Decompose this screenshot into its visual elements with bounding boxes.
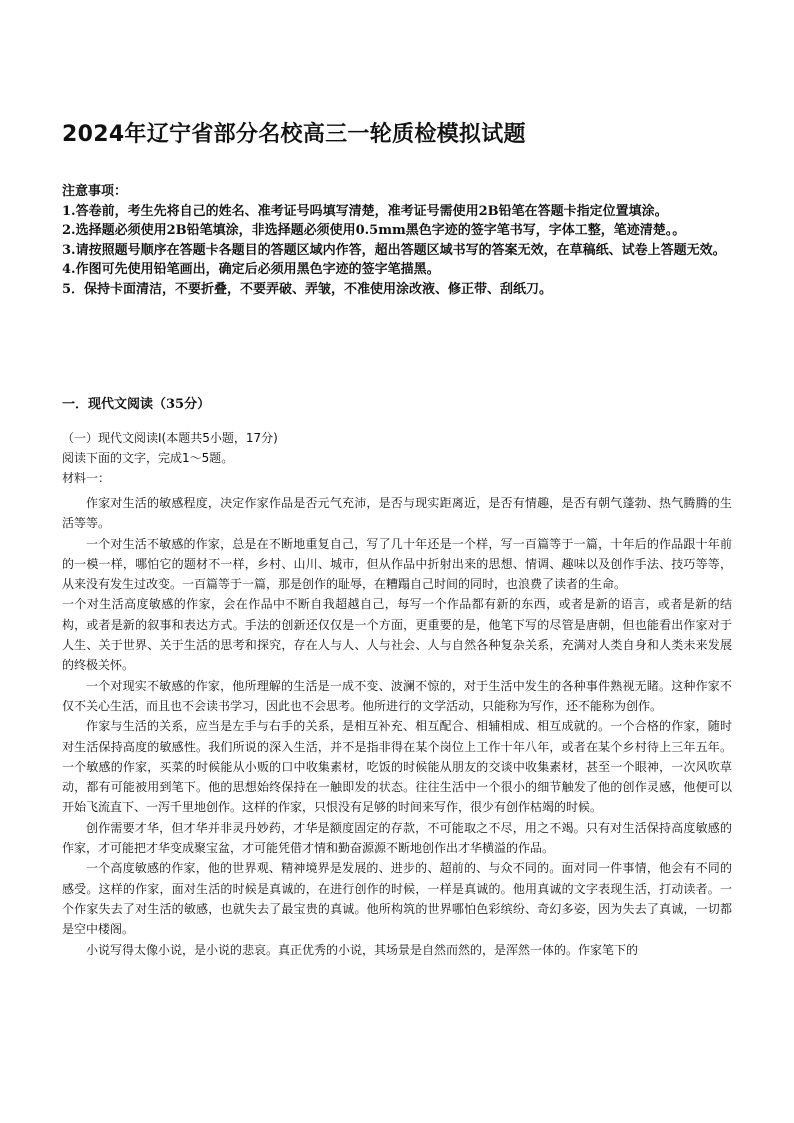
paragraph: 小说写得太像小说，是小说的悲哀。真正优秀的小说，其场景是自然而然的，是浑然一体的。作家笔下的: [86, 942, 639, 957]
paragraph: 一个对生活高度敏感的作家，会在作品中不断自我超越自己，每写一个作品都有新的东西，或者是新的语言，或者是新的结构，或者是新的叙事和表达方式。手法的创新还仅仅是一个方面，更重要的是，他笔下写的尽管是唐朝，但也能看出作家对于人生、关于世界、关于生活的思考和探究，存在人与人、人与社会、人与自然各种复杂关系，充满对人类自身和人类未来发展的终极关怀。: [62, 597, 732, 673]
paragraph: 一个对生活不敏感的作家，总是在不断地重复自己，写了几十年还是一个样，写一百篇等于一篇，十年后的作品跟十年前的一模一样，哪怕它的题材不一样，乡村、山川、城市，但从作品中折射出来的思想、情调、趣味以及创作手法、技巧等等，从来没有发生过改变。一百篇等于一篇，那是创作的耻辱，在糟蹋自己时间的同时，也浪费了读者的生命。: [62, 536, 732, 592]
section-title: 一．现代文阅读（35分）: [62, 397, 211, 412]
article-body: [62, 493, 732, 960]
notice-block: [62, 182, 734, 299]
page-title: 2024年辽宁省部分名校高三一轮质检模拟试题: [62, 122, 526, 147]
notice-item: 5．保持卡面清洁，不要折叠，不要弄破、弄皱，不准使用涂改液、修正带、刮纸刀。: [62, 281, 553, 297]
notice-item: 3.请按照题号顺序在答题卡各题目的答题区域内作答，超出答题区域书写的答案无效，在草稿纸、试卷上答题无效。: [62, 242, 726, 258]
notice-heading: 注意事项：: [62, 184, 128, 199]
paragraph: 创作需要才华，但才华并非灵丹妙药，才华是额度固定的存款，不可能取之不尽，用之不竭。只有对生活保持高度敏感的作家，才可能把才华变成聚宝盆，才可能凭借才情和勤奋源源不断地创作出才华横溢的作品。: [62, 820, 732, 856]
notice-item: 2.选择题必须使用2B铅笔填涂，非选择题必须使用0.5mm黑色字迹的签字笔书写，字体工整，笔迹清楚。。: [62, 223, 686, 238]
paragraph: 一个对现实不敏感的作家，他所理解的生活是一成不变、波澜不惊的，对于生活中发生的各种事件熟视无睹。这种作家不仅不关心生活，而且也不会读书学习，因此也不会思考。他所进行的文学活动，只能称为写作，还不能称为创作。: [62, 678, 732, 713]
paragraph: 一个高度敏感的作家，他的世界观、精神境界是发展的、进步的、超前的、与众不同的。面对同一件事情，他会有不同的感受。这样的作家，面对生活的时候是真诚的，在进行创作的时候，一样是真诚的。他用真诚的文字表现生活，打动读者。一个作家失去了对生活的敏感，也就失去了最宝贵的真诚。他所构筑的世界哪怕色彩缤纷、奇幻多姿，因为失去了真诚，一切都是空中楼阁。: [62, 861, 732, 937]
section-subtitle: （一）现代文阅读Ⅰ(本题共5小题，17分): [62, 431, 278, 445]
material-label: 材料一：: [62, 471, 111, 485]
paragraph: 作家与生活的关系，应当是左手与右手的关系，是相互补充、相互配合、相辅相成、相互成就的。一个合格的作家，随时对生活保持高度的敏感性。我们所说的深入生活，并不是指非得在某个岗位上工作十年八年，或者在某个乡村待上三年五年。一个敏感的作家，买菜的时候能从小贩的口中收集素材，吃饭的时候能从朋友的交谈中收集素材，甚至一个眼神，一次风吹草动，都有可能被用到笔下。他的思想始终保持在一触即发的状态。往往生活中一个很小的细节触发了他的创作灵感，他便可以开始飞流直下、一泻千里地创作。这样的作家，只恨没有足够的时间来写作，很少有创作枯竭的时候。: [62, 719, 732, 815]
section-intro: [62, 428, 734, 488]
notice-item: 1.答卷前，考生先将自己的姓名、准考证号吗填写清楚，准考证号需使用2B铅笔在答题卡指定位置填涂。: [62, 203, 668, 219]
paragraph: 作家对生活的敏感程度，决定作家作品是否元气充沛，是否与现实距离近，是否有情趣，是否有朝气蓬勃、热气腾腾的生活等等。: [62, 496, 732, 531]
notice-item: 4.作图可先使用铅笔画出，确定后必须用黑色字迹的签字笔描黑。: [62, 262, 440, 277]
section-instruction: 阅读下面的文字，完成1～5题。: [62, 451, 234, 465]
